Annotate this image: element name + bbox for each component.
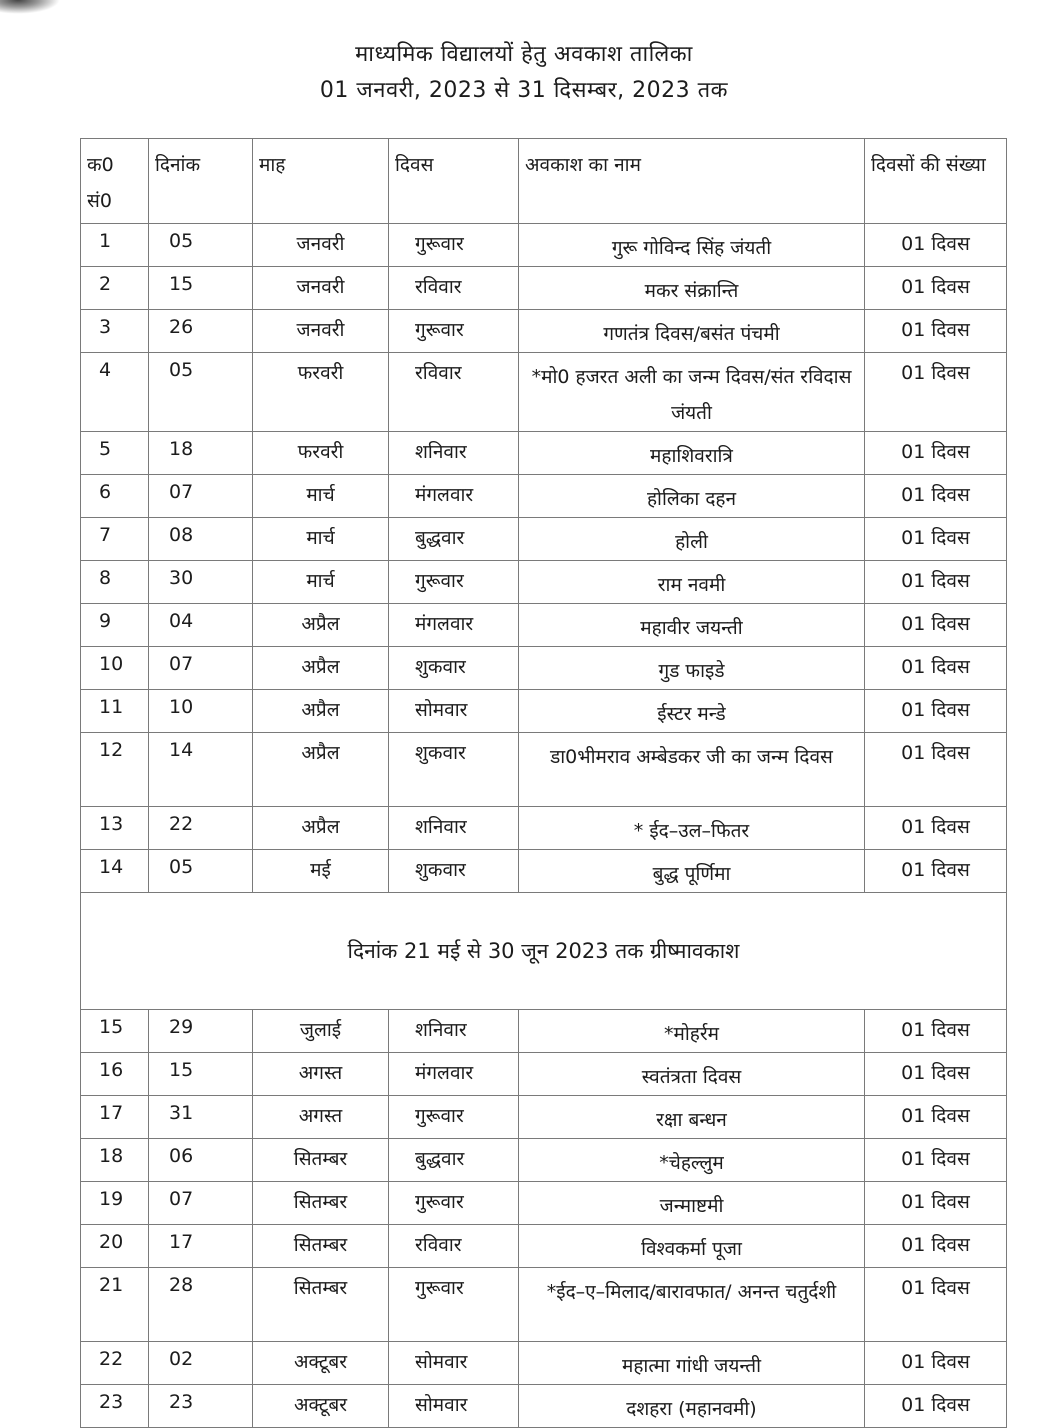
cell-date: 05 <box>149 224 253 267</box>
document-subtitle: 01 जनवरी, 2023 से 31 दिसम्बर, 2023 तक <box>319 78 729 103</box>
cell-date: 07 <box>149 1182 253 1225</box>
table-row <box>81 1385 1007 1428</box>
cell-serial: 9 <box>81 604 149 647</box>
cell-month: मार्च <box>253 475 389 518</box>
cell-day: सोमवार <box>389 690 519 733</box>
cell-holiday-name: विश्वकर्मा पूजा <box>519 1225 865 1268</box>
cell-month: जनवरी <box>253 224 389 267</box>
cell-serial: 18 <box>81 1139 149 1182</box>
cell-date: 31 <box>149 1096 253 1139</box>
cell-month: मार्च <box>253 518 389 561</box>
cell-day: रविवार <box>389 1225 519 1268</box>
table-row <box>81 604 1007 647</box>
table-row <box>81 353 1007 432</box>
cell-day-count: 01 दिवस <box>865 733 1007 807</box>
cell-month: जनवरी <box>253 267 389 310</box>
cell-month: अप्रैल <box>253 604 389 647</box>
cell-day: बुद्धवार <box>389 1139 519 1182</box>
cell-date: 26 <box>149 310 253 353</box>
table-row <box>81 1096 1007 1139</box>
table-row <box>81 310 1007 353</box>
cell-holiday-name: जन्माष्टमी <box>519 1182 865 1225</box>
table-row <box>81 518 1007 561</box>
cell-day: शनिवार <box>389 807 519 850</box>
cell-month: जुलाई <box>253 1010 389 1053</box>
cell-serial: 12 <box>81 733 149 807</box>
cell-date: 30 <box>149 561 253 604</box>
cell-holiday-name: डा0भीमराव अम्बेडकर जी का जन्म दिवस <box>519 733 865 807</box>
cell-day-count: 01 दिवस <box>865 432 1007 475</box>
cell-day-count: 01 दिवस <box>865 267 1007 310</box>
scan-blot <box>0 0 60 14</box>
cell-serial: 10 <box>81 647 149 690</box>
cell-serial: 20 <box>81 1225 149 1268</box>
header-day: दिवस <box>389 139 519 224</box>
cell-date: 07 <box>149 475 253 518</box>
cell-holiday-name: महात्मा गांधी जयन्ती <box>519 1342 865 1385</box>
cell-serial: 5 <box>81 432 149 475</box>
cell-day: मंगलवार <box>389 604 519 647</box>
cell-day: सोमवार <box>389 1385 519 1428</box>
cell-day-count: 01 दिवस <box>865 1342 1007 1385</box>
cell-day-count: 01 दिवस <box>865 1053 1007 1096</box>
cell-serial: 21 <box>81 1268 149 1342</box>
cell-holiday-name: बुद्ध पूर्णिमा <box>519 850 865 893</box>
cell-serial: 14 <box>81 850 149 893</box>
cell-day-count: 01 दिवस <box>865 518 1007 561</box>
summer-vacation-row <box>81 893 1007 1010</box>
cell-date: 04 <box>149 604 253 647</box>
table-row <box>81 267 1007 310</box>
cell-day: गुरूवार <box>389 561 519 604</box>
cell-serial: 2 <box>81 267 149 310</box>
cell-date: 22 <box>149 807 253 850</box>
cell-serial: 11 <box>81 690 149 733</box>
cell-day-count: 01 दिवस <box>865 561 1007 604</box>
cell-serial: 1 <box>81 224 149 267</box>
table-row <box>81 1225 1007 1268</box>
cell-serial: 4 <box>81 353 149 432</box>
table-row <box>81 1182 1007 1225</box>
cell-date: 18 <box>149 432 253 475</box>
cell-day-count: 01 दिवस <box>865 1096 1007 1139</box>
cell-month: सितम्बर <box>253 1268 389 1342</box>
header-month: माह <box>253 139 389 224</box>
cell-day: गुरूवार <box>389 1268 519 1342</box>
cell-day-count: 01 दिवस <box>865 604 1007 647</box>
cell-holiday-name: गणतंत्र दिवस/बसंत पंचमी <box>519 310 865 353</box>
cell-serial: 3 <box>81 310 149 353</box>
table-row <box>81 647 1007 690</box>
cell-holiday-name: *मोहर्रम <box>519 1010 865 1053</box>
cell-holiday-name: मकर संक्रान्ति <box>519 267 865 310</box>
cell-holiday-name: *चेहल्लुम <box>519 1139 865 1182</box>
cell-day: सोमवार <box>389 1342 519 1385</box>
cell-date: 07 <box>149 647 253 690</box>
cell-day: गुरूवार <box>389 310 519 353</box>
cell-date: 15 <box>149 1053 253 1096</box>
cell-month: अगस्त <box>253 1053 389 1096</box>
table-row <box>81 432 1007 475</box>
cell-date: 14 <box>149 733 253 807</box>
cell-month: फरवरी <box>253 353 389 432</box>
table-row <box>81 1139 1007 1182</box>
cell-month: अप्रैल <box>253 690 389 733</box>
cell-holiday-name: महाशिवरात्रि <box>519 432 865 475</box>
cell-month: मई <box>253 850 389 893</box>
cell-month: फरवरी <box>253 432 389 475</box>
table-body-part1 <box>81 224 1007 893</box>
cell-month: अप्रैल <box>253 647 389 690</box>
cell-day-count: 01 दिवस <box>865 1385 1007 1428</box>
header-day-count: दिवसों की संख्या <box>865 139 1007 224</box>
cell-day-count: 01 दिवस <box>865 1225 1007 1268</box>
cell-day: शुकवार <box>389 733 519 807</box>
cell-day: रविवार <box>389 353 519 432</box>
cell-day: मंगलवार <box>389 475 519 518</box>
cell-month: अगस्त <box>253 1096 389 1139</box>
holiday-table <box>80 138 1007 1428</box>
cell-serial: 7 <box>81 518 149 561</box>
header-serial: क0 सं0 <box>81 139 149 224</box>
table-row <box>81 807 1007 850</box>
cell-day-count: 01 दिवस <box>865 690 1007 733</box>
table-row <box>81 690 1007 733</box>
table-row <box>81 1268 1007 1342</box>
cell-serial: 19 <box>81 1182 149 1225</box>
cell-holiday-name: गुड फाइडे <box>519 647 865 690</box>
cell-date: 10 <box>149 690 253 733</box>
cell-holiday-name: महावीर जयन्ती <box>519 604 865 647</box>
table-row <box>81 224 1007 267</box>
cell-serial: 8 <box>81 561 149 604</box>
table-row <box>81 1342 1007 1385</box>
cell-day-count: 01 दिवस <box>865 1182 1007 1225</box>
cell-day: गुरूवार <box>389 1096 519 1139</box>
cell-serial: 6 <box>81 475 149 518</box>
cell-month: सितम्बर <box>253 1225 389 1268</box>
table-header-row <box>81 139 1007 224</box>
cell-serial: 13 <box>81 807 149 850</box>
cell-day-count: 01 दिवस <box>865 1139 1007 1182</box>
cell-day-count: 01 दिवस <box>865 353 1007 432</box>
table-row <box>81 733 1007 807</box>
cell-date: 08 <box>149 518 253 561</box>
cell-day-count: 01 दिवस <box>865 310 1007 353</box>
header-holiday-name: अवकाश का नाम <box>519 139 865 224</box>
cell-holiday-name: गुरू गोविन्द सिंह जंयती <box>519 224 865 267</box>
cell-date: 06 <box>149 1139 253 1182</box>
cell-month: सितम्बर <box>253 1182 389 1225</box>
table-row <box>81 561 1007 604</box>
cell-month: अक्टूबर <box>253 1342 389 1385</box>
cell-day-count: 01 दिवस <box>865 475 1007 518</box>
cell-holiday-name: होलिका दहन <box>519 475 865 518</box>
cell-day: गुरूवार <box>389 224 519 267</box>
table-row <box>81 1053 1007 1096</box>
cell-day-count: 01 दिवस <box>865 647 1007 690</box>
cell-serial: 23 <box>81 1385 149 1428</box>
cell-month: अक्टूबर <box>253 1385 389 1428</box>
cell-day: शनिवार <box>389 432 519 475</box>
cell-date: 29 <box>149 1010 253 1053</box>
cell-serial: 15 <box>81 1010 149 1053</box>
cell-date: 17 <box>149 1225 253 1268</box>
cell-holiday-name: राम नवमी <box>519 561 865 604</box>
table-body-part2 <box>81 1010 1007 1428</box>
cell-date: 05 <box>149 850 253 893</box>
cell-holiday-name: दशहरा (महानवमी) <box>519 1385 865 1428</box>
cell-day-count: 01 दिवस <box>865 1268 1007 1342</box>
cell-holiday-name: स्वतंत्रता दिवस <box>519 1053 865 1096</box>
cell-day-count: 01 दिवस <box>865 224 1007 267</box>
table-row <box>81 1010 1007 1053</box>
document-title: माध्यमिक विद्यालयों हेतु अवकाश तालिका <box>355 42 693 67</box>
cell-holiday-name: *मो0 हजरत अली का जन्म दिवस/संत रविदास जंयती <box>519 353 865 432</box>
cell-day: रविवार <box>389 267 519 310</box>
cell-day: गुरूवार <box>389 1182 519 1225</box>
header-date: दिनांक <box>149 139 253 224</box>
cell-holiday-name: होली <box>519 518 865 561</box>
cell-day: शुकवार <box>389 850 519 893</box>
cell-month: सितम्बर <box>253 1139 389 1182</box>
table-row <box>81 850 1007 893</box>
cell-month: जनवरी <box>253 310 389 353</box>
table-row <box>81 475 1007 518</box>
cell-serial: 16 <box>81 1053 149 1096</box>
summer-vacation-section <box>81 893 1007 1010</box>
cell-serial: 17 <box>81 1096 149 1139</box>
cell-holiday-name: ईस्टर मन्डे <box>519 690 865 733</box>
summer-vacation-notice: दिनांक 21 मई से 30 जून 2023 तक ग्रीष्मावकाश <box>81 893 1007 1010</box>
cell-date: 15 <box>149 267 253 310</box>
cell-day-count: 01 दिवस <box>865 1010 1007 1053</box>
cell-day-count: 01 दिवस <box>865 807 1007 850</box>
cell-day: शुकवार <box>389 647 519 690</box>
cell-holiday-name: रक्षा बन्धन <box>519 1096 865 1139</box>
cell-month: मार्च <box>253 561 389 604</box>
cell-month: अप्रैल <box>253 807 389 850</box>
cell-day: मंगलवार <box>389 1053 519 1096</box>
cell-holiday-name: *ईद–ए–मिलाद/बारावफात/ अनन्त चतुर्दशी <box>519 1268 865 1342</box>
cell-serial: 22 <box>81 1342 149 1385</box>
cell-day: बुद्धवार <box>389 518 519 561</box>
cell-date: 02 <box>149 1342 253 1385</box>
cell-date: 23 <box>149 1385 253 1428</box>
cell-day: शनिवार <box>389 1010 519 1053</box>
cell-month: अप्रैल <box>253 733 389 807</box>
cell-date: 28 <box>149 1268 253 1342</box>
cell-date: 05 <box>149 353 253 432</box>
cell-holiday-name: * ईद–उल–फितर <box>519 807 865 850</box>
cell-day-count: 01 दिवस <box>865 850 1007 893</box>
